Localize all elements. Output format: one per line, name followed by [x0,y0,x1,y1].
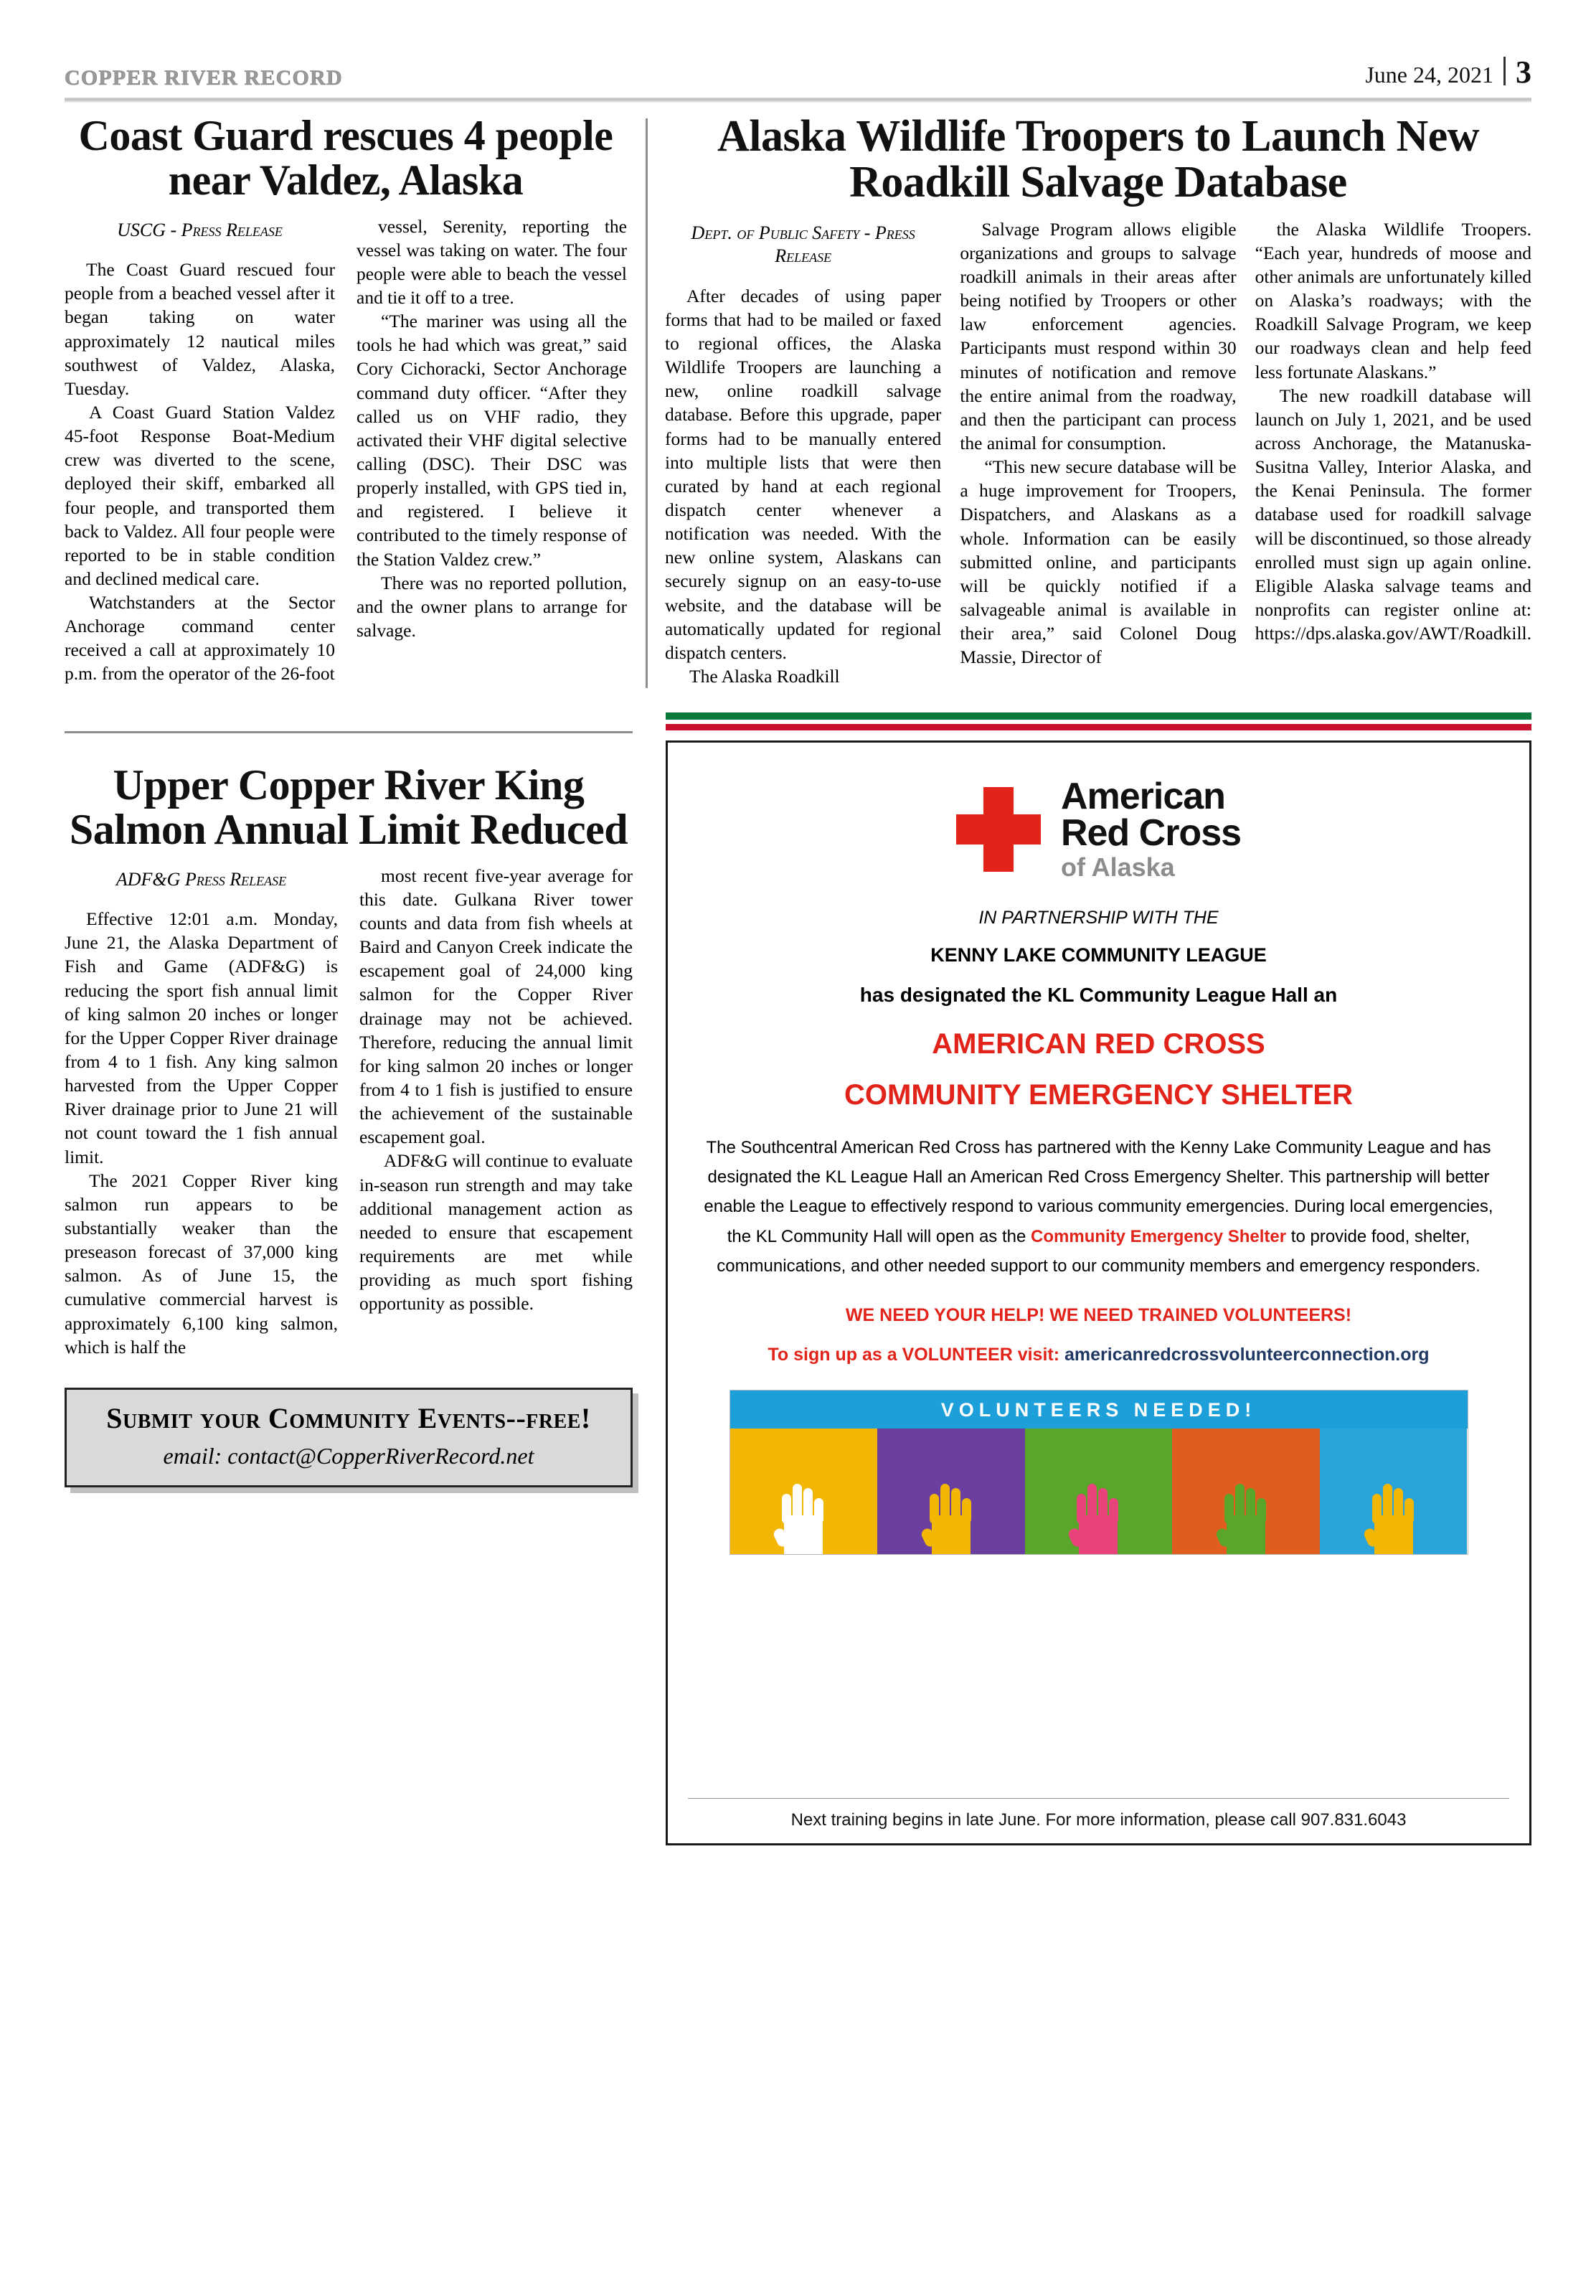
raised-hand-icon [1218,1474,1274,1554]
banner-cell [877,1429,1025,1554]
ad-designation-line-2: COMMUNITY EMERGENCY SHELTER [844,1078,1353,1111]
paragraph: After decades of using paper forms that had to be mailed or faxed to regional offices, the Alaska Wildlife Troopers are launching a new, online roadkill salvage database. Before this upgrade, paper forms had to be manually entered into multiple lists that were then curated by hand at each regional dispatch center whenever a notification was needed. With the new online system, Alaskans can securely signup on an easy-to-use website, and the database will be automatically updated for regional dispatch centers. [665,285,942,663]
red-cross-icon [956,787,1041,872]
article-coast-guard [65,114,646,688]
ad-partnership-label: IN PARTNERSHIP WITH THE [978,907,1219,928]
volunteers-needed-banner [729,1390,1468,1555]
paragraph: “The mariner was using all the tools he had which was great,” said Cory Cichoracki, Sector Anchorage command duty officer. “After they called us on VHF radio, they activated their VHF digital selective calling (DSC). Their DSC was properly installed, with GPS tied in, and registered. I believe it contributed to the timely response of the Station Valdez crew.” [356,311,627,570]
american-red-cross-logo [688,778,1509,880]
raised-hand-icon [1070,1474,1126,1554]
column-divider [646,118,648,688]
ad-signup-line [688,1345,1509,1365]
submit-events-email[interactable]: email: contact@CopperRiverRecord.net [163,1442,534,1469]
paragraph: There was no reported pollution, and the owner plans to arrange for salvage. [356,572,627,641]
ad-rule-green [666,712,1531,720]
paragraph: the Alaska Wildlife Troopers. “Each year, hundreds of moose and other animals are unfortunately killed on Alaska’s roadways; with the Roadkill Salvage Program, we keep our roadways clean and help feed less fortunate Alaskans.” [1255,218,1531,382]
article-columns [65,215,627,686]
ad-call-to-action: WE NEED YOUR HELP! WE NEED TRAINED VOLUNTEERS! [845,1305,1352,1326]
paragraph: The new roadkill database will launch on July 1, 2021, and be used across Anchorage, the Matanuska-Susitna Valley, Interior Alaska, and the Kenai Peninsula. The former database used for roadkill salvage will be discontinued, so those already enrolled must sign up again online. Eligible Alaska salvage teams and nonprofits can register online at: https://dps.alaska.gov/AWT/Roadkill. [1255,385,1532,644]
article-columns [665,217,1531,688]
raised-hand-icon [775,1474,831,1554]
article-column-1 [65,215,335,686]
banner-cell [730,1429,878,1554]
banner-cell [1172,1429,1320,1554]
ad-description-part2: to provide food, shelter, communications, and other needed support to our community members and emergency responders. [717,1226,1481,1276]
raised-hand-icon [1366,1474,1422,1554]
top-stories-block [65,114,1531,688]
ad-signup-label: To sign up as a VOLUNTEER visit: [768,1345,1060,1365]
paragraph: The Alaska Roadkill [689,665,840,687]
submit-events-box[interactable] [65,1388,633,1487]
banner-cells [730,1429,1468,1554]
page-title: Alaska Wildlife Troopers to Launch New Roadkill Salvage Database [717,112,1480,207]
masthead-divider [65,98,1531,103]
issue-date: June 24, 2021 [1365,62,1493,88]
ad-designation-line-1: AMERICAN RED CROSS [932,1027,1265,1060]
banner-cell [1025,1429,1173,1554]
lower-block [65,712,1531,1845]
article-column-1 [665,217,941,688]
advertisement-red-cross [647,712,1531,1845]
page-title: Coast Guard rescues 4 people near Valdez, Alaska [78,112,613,204]
section-divider [65,731,633,733]
banner-title: VOLUNTEERS NEEDED! [730,1391,1468,1429]
ad-description-highlight: Community Emergency Shelter [1031,1226,1287,1246]
article-column-2 [359,864,633,1359]
ad-description [692,1133,1505,1281]
article-column-2 [960,217,1236,688]
ad-text-block [688,902,1509,1383]
masthead-separator [1503,57,1506,85]
logo-wordmark [1061,778,1241,880]
raised-hand-icon [923,1474,979,1554]
page-title: Upper Copper River King Salmon Annual Limit Reduced [69,761,628,853]
ad-description-part1: The Southcentral American Red Cross has partnered with the Kenny Lake Community League and has designated the KL League Hall an American Red Cross Emergency Shelter. This partnership will better enable the League to effectively respond to various community emergencies. During local emergencies, the KL Community Hall will open as the [704,1137,1493,1246]
paragraph: The 2021 Copper River king salmon run appears to be substantially weaker than the preseason forecast of 37,000 king salmon. As of June 15, the cumulative commercial harvest is approximately 6,100 king salmon, which is half the [65,1170,338,1358]
ad-footer-note: Next training begins in late June. For more information, please call 907.831.6043 [688,1798,1509,1843]
paragraph: Watchstanders at the Sector Anchorage command center received a call at approximately 10 p.m. from the operator of the 26-foot [65,592,335,684]
byline: ADF&G Press Release [115,868,287,890]
page-masthead [65,50,1531,90]
paragraph: Effective 12:01 a.m. Monday, June 21, the Alaska Department of Fish and Game (ADF&G) is reducing the sport fish annual limit of king salmon 20 inches or longer for the Upper Copper River drainage from 4 to 1 fish. Any king salmon harvested from the Upper Copper River drainage prior to June 21 will not count toward the 1 fish annual limit. [65,908,338,1167]
article-roadkill [665,114,1531,688]
paragraph: vessel, Serenity, reporting the vessel was taking on water. The four people were able to beach the vessel and tie it off to a tree. [356,215,627,309]
paragraph: “This new secure database will be a huge improvement for Troopers, Dispatchers, and Alaskans as a whole. Information can be easily submitted online, and participants will be quickly notified if a salvageable animal is available in their area,” said Colonel Doug Massie, Director of [960,456,1237,668]
paragraph: ADF&G will continue to evaluate in-season run strength and may take additional management action as needed to ensure that escapement requirements are met while providing as much sport fishing opportunity as possible. [359,1150,633,1314]
article-column-1 [65,864,338,1359]
article-salmon [65,712,647,1845]
article-column-2 [356,215,627,686]
byline: Dept. of Public Safety - Press Release [691,222,915,267]
paragraph: The Coast Guard rescued four people from a beached vessel after it began taking on water approximately 12 nautical miles southwest of Valdez, Alaska, Tuesday. [65,259,335,399]
paragraph: A Coast Guard Station Valdez 45-foot Response Boat-Medium crew was diverted to the scene, deployed their skiff, embarked all four people, and transported them back to Valdez. All four people were reported to be in stable condition and declined medical care. [65,401,335,589]
ad-designation-intro: has designated the KL Community League Hall an [859,983,1338,1006]
publication-name: COPPER RIVER RECORD [65,66,343,90]
ad-rule-red [666,724,1531,730]
paragraph: most recent five-year average for this date. Gulkana River tower counts and data from fish wheels at Baird and Canyon Creek indicate the escapement goal of 24,000 king salmon for the Copper River drainage may not be achieved. Therefore, reducing the annual limit for king salmon 20 inches or longer from 4 to 1 fish is justified to ensure the achievement of the sustainable escapement goal. [359,865,633,1148]
logo-line-1: American [1060,776,1225,818]
page-number: 3 [1516,55,1531,90]
byline: USCG - Press Release [117,219,283,240]
ad-signup-url[interactable]: americanredcrossvolunteerconnection.org [1064,1345,1430,1365]
masthead-meta [1365,54,1531,90]
ad-body [666,740,1531,1845]
ad-organization: KENNY LAKE COMMUNITY LEAGUE [930,944,1267,966]
paragraph: Salvage Program allows eligible organizations and groups to salvage roadkill animals in their areas after being notified by Troopers or other law enforcement agencies. Participants must respond within 30 minutes of notification and remove the entire animal from the roadway, and then the participant can process the animal for consumption. [960,218,1237,453]
logo-line-3: of Alaska [1060,852,1175,882]
article-columns [65,864,633,1359]
logo-line-2: Red Cross [1060,811,1242,854]
submit-events-heading: Submit your Community Events--free! [106,1401,591,1434]
article-column-3 [1255,217,1531,688]
banner-cell [1320,1429,1468,1554]
